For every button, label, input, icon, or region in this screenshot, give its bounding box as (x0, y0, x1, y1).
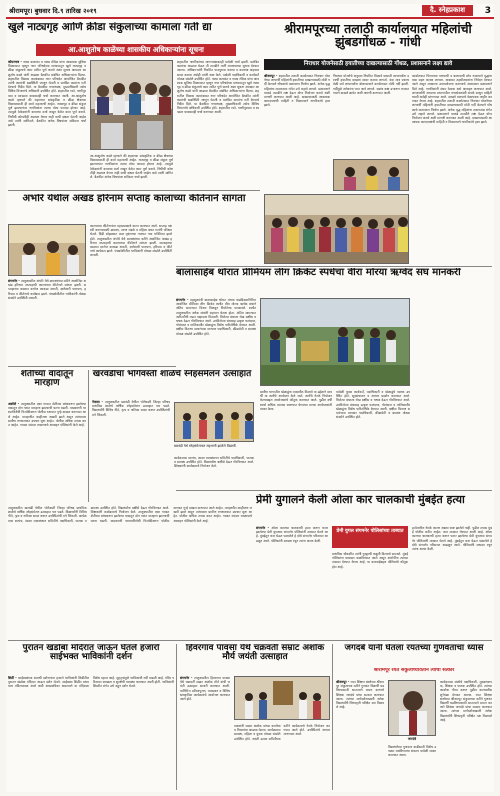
story5-headline: शेतीच्या वादातून मारहाण (20, 370, 74, 389)
story7-col-2 (332, 552, 408, 636)
divider-story2 (176, 266, 492, 267)
story2-body2: निराधार योजनेचे अनुदान नियमित मिळावे यासाठी लाभार्थ्यांना दरवर्षी हयातीचा दाखला सादर करावा लागतो. यंदा मात्र एकाच वेळी सर्व लाभार्थ्यांना बोलावल्याने कार्यालयात मोठी गर्दी झाली. गर्दीमुळे अनेकांना परत जावे लागले. स्वतंत्र कक्ष उभारून टप्प्याटप्प्याने दाखले द्यावेत अशी मागणी करण्यात आली. (333, 74, 409, 95)
story3-body1: तालुक्यातील अंभोरे येथे ग्रामस्थांच्या वतीने आयोजित अखंड हरिनाम सप्ताहाची काल्याच्या कीर्तनाने सांगता झाली. सप्ताहाच्या काळात दररोज काकडा आरती, ज्ञानेश्वरी पारायण, हरिपाठ व कीर्तनाचे कार्यक्रम झाले. पंचक्रोशीतील भाविकांनी मोठ्या संख्येने उपस्थिती लावली. (8, 279, 86, 300)
story7-col-1 (256, 526, 328, 636)
story3-headline: अंभोरे येथील अखंड हरिनाम सप्ताह कालाच्या कीर्तनाने सांगता (22, 194, 246, 204)
divider-story3 (8, 366, 176, 367)
masthead-title: दै. स्नेहप्रकाश (422, 5, 473, 16)
story6-body1c: तालुक्यातील खरवंडी येथील भोगेवस्ती जिल्हा परिषद प्राथमिक शाळेचे वार्षिक स्नेहसंमेलन उत्साहात पार पडले. विद्यार्थ्यांनी विविध गीते, नृत्य व नाटिका सादर करून उपस्थितांची मने जिंकली. (8, 506, 87, 519)
story10-body2: कार्यक्रमास संस्थेचे पदाधिकारी, मुख्याध्यापक, शिक्षक व पालक उपस्थित होते. त्यांच्या कार्याचा गौरव करून पुढील वाटचालीस शुभेच्छा देण्यात आल्या. (440, 680, 492, 697)
story9-col-2 (234, 724, 330, 790)
story5-dateline: अकोले - (8, 402, 21, 406)
story4-headline: बालासाहेब थोरात प्रीमियम लीग क्रिकेट स्पर्धेचा वीरा मोरया ऋग्वेद संघ मानकरी (176, 268, 461, 278)
story10-col-3 (440, 680, 492, 790)
story10-dateline: श्रीरामपूर - (336, 680, 351, 684)
story4-body3: ग्रामीण भागातील खेळाडूंना व्यासपीठ मिळावे या उद्देशाने दरवर्षी या स्पर्धेचे आयोजन केले जाते. स्पर्धेचे नेटके नियोजन केल्याबद्दल आयोजकांचे कौतुक करण्यात आले. पुढील वर्षी स्पर्धा अधिक व्यापक स्वरूपात घेण्याचा मानस आयोजकांनी व्यक्त केला. (260, 390, 332, 411)
page-number: 3 (484, 5, 491, 16)
story6-body1: तालुक्यातील खरवंडी येथील भोगेवस्ती जिल्हा परिषद प्राथमिक शाळेचे वार्षिक स्नेहसंमेलन उत्साहात पार पडले. विद्यार्थ्यांनी विविध गीते, नृत्य व नाटिका सादर करून उपस्थितांची मने जिंकली. (92, 400, 170, 417)
story3-body2: काल्याच्या कीर्तनानंतर महाप्रसादाचे वाटप करण्यात आले. सप्ताह यशस्वी करण्यासाठी ग्रामस्थ, तरुण मंडळे व महिला बचत गटांनी परिश्रम घेतले. दिंडी सोहळ्यात टाळ मृदंगाच्या गजरात गाव भक्तिमय झाले होते. (90, 224, 172, 241)
story2-banner: निराधार योजनेसाठी हयातीच्या दाखल्यासाठी गोंधळ, प्रशासनाने लक्ष्य द्यावे (264, 59, 492, 70)
story8-body: साईबाबांच्या समाधी दर्शनानंतर हजारो भाविकांनी शिर्डीतील पुरातन खंडोबा मंदिरात जाऊन दर्शन घेतले. साईबाबा शिर्डीत प्रथम याच मंदिराजवळ आले अशी आख्यायिका असल्याने या मंदिराला विशेष महत्त्व आहे. सुट्ट्यांमुळे भाविकांची गर्दी वाढली आहे. मंदिर परिसरात स्वच्छता व सुरक्षेची व्यवस्था करण्यात आली होती. भाविकांनी शिस्तीत रांगेत उभे राहून दर्शन घेतले. (8, 676, 174, 689)
story2-headline: श्रीरामपूरच्या तलाठी कार्यालयात महिलांची झुंबडगोंधळ - गांधी (284, 22, 472, 50)
story3-col-1 (8, 279, 86, 363)
story6-col-3 (8, 506, 252, 636)
story1-col-2 (90, 154, 173, 188)
story10-col-2 (388, 745, 436, 790)
story1-col-1 (8, 60, 86, 188)
story1-banner: आ.आशुतोष काळेंच्या शासकीय अधिकाऱ्यांना सूचना (36, 44, 236, 56)
story3-photo (8, 224, 86, 276)
story4-col-2 (260, 390, 332, 488)
story7-body1: ओला कारच्या चालकाची हत्या करून फरार झालेल्या प्रेमी युगलास संगमनेर पोलिसांनी ताब्यात घेतले आहे. मुंबईतून कार घेऊन पळालेले हे दोघे संगमनेर परिसरात आढळून आले. पोलिसांनी सापळा रचून त्यांना अटक केली. (256, 526, 328, 543)
story1-headline: खुले नाट्यगृह आणि क्रीडा संकुलाच्या कामाला गती द्या (8, 22, 212, 33)
story7-body2: प्राथमिक चौकशीत त्यांनी गुन्ह्याची कबुली दिल्याचे समजते. मुंबई पोलिसांना याबाबत कळविण्यात आले असून आरोपींना त्यांच्या ताब्यात देण्यात येणार आहे. या कारवाईबद्दल पोलिसांचे कौतुक होत आहे. (332, 552, 408, 569)
story7-col-3 (412, 526, 492, 636)
story10-headline: जगदंबे यांनी घेतला रयतच्या गुणवंतांचा ध्यास (344, 644, 484, 653)
story9-headline: हिवरगाव पावसा येथे चक्रवर्ती सम्राट अशोक मौर्य जयंती उत्साहात (185, 644, 325, 663)
masthead (6, 4, 494, 19)
story5-body: तालुक्यातील एका गावात शेतीच्या बांधावरून झालेल्या वादातून दोन गटांत मारहाण झाल्याची घटना घडली. याप्रकरणी परस्परविरोधी फिर्यादीवरून पोलीस ठाण्यात गुन्हे दाखल करण्यात आले आहेत. मारहाणीत काहीजण जखमी झाले असून त्यांच्यावर ग्रामीण रुग्णालयात उपचार सुरू आहेत. पोलीस अधिक तपास करत आहेत. गावात शांतता राखण्याचे आवाहन पोलिसांनी केले आहे. (8, 402, 86, 428)
story2-body1b: शहरातील तलाठी कार्यालयात निराधार योजनेच्या लाभार्थी महिलांनी हयातीच्या दाखल्यासाठी मोठी गर्दी केल्याने गोंधळाचे वातावरण निर्माण झाले. अनेक वृद्ध महिलांना तासनतास रांगेत उभे राहावे लागले. प्रशासनाने याकडे तातडीने लक्ष देऊन योग्य नियोजन करावे अशी मागणी करण्यात आली आहे. दाखल्यासाठी आवश्यक कागदपत्रांची माहिती न मिळाल्याने नागरिकांचे हाल झाले. (412, 99, 492, 125)
masthead-date: श्रीरामपूर। बुधवार दि.९ तारिख २०१९ (9, 7, 97, 15)
story7-subbox: प्रेमी युगल संगमनेर पोलिसांच्या ताब्यात (332, 526, 408, 548)
newspaper-page (6, 4, 494, 792)
story6-body2: कार्यक्रमास सरपंच, शाळा व्यवस्थापन समितीचे पदाधिकारी, पालक व ग्रामस्थ उपस्थित होते. विद्यार्थ्यांना बक्षीसे देऊन गौरविण्यात आले. शिक्षकांनी कार्यक्रमाचे नियोजन केले. (174, 456, 254, 469)
story4-col-3 (336, 390, 410, 488)
story7-dateline: संगमनेर - (256, 526, 272, 530)
story2-dateline: श्रीरामपूर - (264, 74, 279, 78)
story10-col-1 (336, 680, 384, 790)
story6-headline: खरवंडीचा भोगेवस्ती शाळेचे स्नेहसंमेलन उत्साहात (92, 370, 252, 379)
story2-col-1 (264, 74, 330, 192)
divider-story7 (8, 640, 492, 641)
story2-body1: शहरातील तलाठी कार्यालयात निराधार योजनेच्या लाभार्थी महिलांनी हयातीच्या दाखल्यासाठी मोठी गर्दी केल्याने गोंधळाचे वातावरण निर्माण झाले. अनेक वृद्ध महिलांना तासनतास रांगेत उभे राहावे लागले. प्रशासनाने याकडे तातडीने लक्ष देऊन योग्य नियोजन करावे अशी मागणी करण्यात आली आहे. दाखल्यासाठी आवश्यक कागदपत्रांची माहिती न मिळाल्याने नागरिकांचे हाल झाले. (264, 74, 330, 108)
divider-story8 (176, 644, 177, 790)
story2-body3: कार्यालयात पिण्याच्या पाण्याची व बसण्याची सोय नसल्याने वृद्धांना त्रास सहन करावा लागला. याबाबत तहसीलदारांना निवेदन देण्यात आले असून लवकरच उपाययोजना करण्याचे आश्वासन प्रशासनाने दिले आहे. नागरिकांनी संयम ठेवावा असे आवाहन करण्यात आले. (412, 74, 492, 91)
story7-body1b: ओला कारच्या चालकाची हत्या करून फरार झालेल्या प्रेमी युगलास संगमनेर पोलिसांनी ताब्यात घेतले आहे. मुंबईतून कार घेऊन पळालेले हे दोघे संगमनेर परिसरात आढळून आले. पोलिसांनी सापळा रचून त्यांना अटक केली. (412, 530, 492, 552)
story6-dateline: नेवासा - (92, 400, 105, 404)
story6-col-1 (92, 400, 170, 502)
story10-body1: रयत शिक्षण संस्थेच्या श्रीरामपूर संकुलाच्या वतीने गुणवंत विद्यार्थी घडविण्यासाठी सातत्याने प्रयत्न करणारे शिक्षक जगदंबे यांचा सत्कार करण्यात आला. त्यांच्या मार्गदर्शनाखाली अनेक विद्यार्थ्यांनी शिष्यवृत्ती परीक्षेत यश मिळवले आहे. (336, 680, 384, 710)
story1-body3: शहरातील नागरिकांच्या मागण्यांबाबतही यावेळी चर्चा झाली. प्रलंबित कामांचा आढावा घेऊन ती तातडीने मार्गी लावण्याच्या सूचना देण्यात आल्या. अधिकाऱ्यांनी नियमित पाठपुरावा करावा व कामाचा अहवाल सादर करावा असेही त्यांनी स्पष्ट केले. यावेळी पदाधिकारी व कार्यकर्ते मोठ्या संख्येने उपस्थित होते. (177, 60, 259, 81)
story10-photo (388, 680, 436, 736)
story1-body2: आ.आशुतोष काळे म्हणाले की शहराच्या सांस्कृतिक व क्रीडा क्षेत्राच्या विकासासाठी ही कामे महत्त्वाची आहेत. नाट्यगृह व क्रीडा संकुल पूर्ण झाल्यानंतर नागरिकांना त्याचा मोठा फायदा होणार आहे. त्यामुळे ठेकेदारांनी कामाचा दर्जा राखून वेळेत काम पूर्ण करावे. निधीची कोणतीही अडचण येणार नाही याची दक्षता घेतली जाईल असे त्यांनी सांगितले. बैठकीत अनेक विषयांवर सविस्तर चर्चा झाली. (8, 93, 86, 128)
story3-body1b: तालुक्यातील अंभोरे येथे ग्रामस्थांच्या वतीने आयोजित अखंड हरिनाम सप्ताहाची काल्याच्या कीर्तनाने सांगता झाली. सप्ताहाच्या काळात दररोज काकडा आरती, ज्ञानेश्वरी पारायण, हरिपाठ व कीर्तनाचे कार्यक्रम झाले. पंचक्रोशीतील भाविकांनी मोठ्या संख्येने उपस्थिती लावली. (90, 236, 172, 258)
story4-dateline: संगमनेर - (176, 298, 191, 302)
story8-col (8, 676, 174, 790)
story5-col (8, 402, 86, 502)
story10-caption: जगदंबे (407, 737, 417, 741)
story2-photo-small (333, 159, 409, 191)
story6-caption: खरवंडी येथे स्नेहसंमेलनात सहभागी झालेले विद्यार्थी. (174, 444, 237, 448)
story4-body2b: विजेत्या संघाला रोख बक्षीस व चषक देऊन गौरविण्यात आले. उपविजेत्या संघासह उत्कृष्ट फलंदाज, गोलंदाज व मालिकावीर खेळाडूंना विशेष पारितोषिके देण्यात आली. बक्षीस वितरण समारंभास मान्यवर पदाधिकारी, क्रीडाप्रेमी व ग्रामस्थ मोठ्या संख्येने उपस्थित होते. (336, 398, 410, 420)
story1-body2b: आ.आशुतोष काळे म्हणाले की शहराच्या सांस्कृतिक व क्रीडा क्षेत्राच्या विकासासाठी ही कामे महत्त्वाची आहेत. नाट्यगृह व क्रीडा संकुल पूर्ण झाल्यानंतर नागरिकांना त्याचा मोठा फायदा होणार आहे. त्यामुळे ठेकेदारांनी कामाचा दर्जा राखून वेळेत काम पूर्ण करावे. निधीची कोणतीही अडचण येणार नाही याची दक्षता घेतली जाईल असे त्यांनी सांगितले. बैठकीत अनेक विषयांवर सविस्तर चर्चा झाली. (90, 154, 173, 180)
divider-story9 (332, 644, 333, 790)
story3-col-2 (90, 224, 172, 363)
story2-col-2 (333, 74, 409, 156)
story2-photo (264, 194, 409, 264)
story6-body2c: कार्यक्रमास सरपंच, शाळा व्यवस्थापन समितीचे पदाधिकारी, पालक व ग्रामस्थ उपस्थित होते. विद्यार्थ्यांना बक्षीसे देऊन गौरविण्यात आले. शिक्षकांनी कार्यक्रमाचे नियोजन केले. (8, 506, 170, 523)
story6-photo (174, 402, 254, 442)
story1-dateline: कोपरगाव - (8, 60, 24, 64)
story1-photo (90, 60, 173, 150)
divider-story1 (8, 190, 260, 191)
story4-body1: महसूलमंत्री बाळासाहेब थोरात यांच्या वाढदिवसानिमित्त आयोजित प्रीमियम लीग क्रिकेट स्पर्धेत वीरा मोरया ऋग्वेद संघाने अंतिम सामन्यात विजय मिळवून विजेतेपद पटकावले. स्पर्धेत तालुक्यातील अनेक संघांनी सहभाग घेतला होता. अंतिम सामन्यात अटीतटीची लढत पाहायला मिळाली. (176, 298, 256, 319)
story7-body3: हत्येमागील नेमके कारण अद्याप स्पष्ट झालेले नाही. पुढील तपास मुंबई पोलीस करीत आहेत. कार ताब्यात घेण्यात आली आहे. (412, 526, 492, 535)
story2-body4: लाभार्थ्यांनी आपल्या प्रभागातील नगरसेवकांशी संपर्क साधून माहिती घ्यावी असेही सांगण्यात आले. दाखले वाटपाचे वेळापत्रक जाहीर करण्यात येणार आहे. (412, 90, 492, 104)
story9-body1: तालुक्यातील हिवरगाव पावसा येथे चक्रवर्ती सम्राट अशोक मौर्य यांची जयंती उत्साहात साजरी करण्यात आली. यानिमित्त प्रतिमापूजन, व्याख्यान व विविध सांस्कृतिक कार्यक्रमांचे आयोजन करण्यात आले होते. (180, 676, 230, 702)
story5-bodyc: तालुक्यातील एका गावात शेतीच्या बांधावरून झालेल्या वादातून दोन गटांत मारहाण झाल्याची घटना घडली. याप्रकरणी परस्परविरोधी फिर्यादीवरून पोलीस ठाण्यात गुन्हे दाखल करण्यात आले आहेत. मारहाणीत काहीजण जखमी झाले असून त्यांच्यावर ग्रामीण रुग्णालयात उपचार सुरू आहेत. पोलीस अधिक तपास करत आहेत. गावात शांतता राखण्याचे आवाहन पोलिसांनी केले आहे. (90, 506, 252, 523)
story4-photo (260, 298, 410, 386)
story8-headline: पुरातन खंडोबा मंदिरात जाऊन घेतले हजारो साईभक्त भाविकांनी दर्शन (22, 644, 160, 663)
story8-dateline: शिर्डी - (8, 676, 19, 680)
story1-body1: नाट्य कलावंत व नाट्य रसिक यांना आवश्यक सुविधा मिळाव्यात म्हणून नगर परिषदेच्या माध्यमातून खुले नाट्यगृह व क्रीडा संकुलाचे काम त्वरित पूर्ण करावे अशा सूचना आमदार आशुतोष काळे यांनी आढावा बैठकीत संबंधित अधिकाऱ्यांना दिल्या. शहरातील विकास कामांबाबत नगर परिषदेत आयोजित बैठकीत त्यांनी कामांची सद्यस्थिती जाणून घेतली व प्रलंबित कामांना गती देण्याचे निर्देश दिले. या बैठकीस नगराध्यक्ष, मुख्याधिकारी तसेच विविध विभागांचे अधिकारी उपस्थित होते. शहरातील रस्ते, पाणीपुरवठा व स्वच्छता याबाबतही चर्चा करण्यात आली. (8, 60, 86, 98)
story7-headline: प्रेमी युगालने केली ओला कार चालकाची मुंबईत हत्या (256, 494, 465, 506)
story10-subhead: श्रीरामपूर रयत संकुलाच्यावतीने त्यांचा सत्कार (373, 668, 455, 673)
story10-body1b: रयत शिक्षण संस्थेच्या श्रीरामपूर संकुलाच्या वतीने गुणवंत विद्यार्थी घडविण्यासाठी सातत्याने प्रयत्न करणारे शिक्षक जगदंबे यांचा सत्कार करण्यात आला. त्यांच्या मार्गदर्शनाखाली अनेक विद्यार्थ्यांनी शिष्यवृत्ती परीक्षेत यश मिळवले आहे. (440, 692, 492, 722)
story1-body1b: नाट्य कलावंत व नाट्य रसिक यांना आवश्यक सुविधा मिळाव्यात म्हणून नगर परिषदेच्या माध्यमातून खुले नाट्यगृह व क्रीडा संकुलाचे काम त्वरित पूर्ण करावे अशा सूचना आमदार आशुतोष काळे यांनी आढावा बैठकीत संबंधित अधिकाऱ्यांना दिल्या. शहरातील विकास कामांबाबत नगर परिषदेत आयोजित बैठकीत त्यांनी कामांची सद्यस्थिती जाणून घेतली व प्रलंबित कामांना गती देण्याचे निर्देश दिले. या बैठकीस नगराध्यक्ष, मुख्याधिकारी तसेच विविध विभागांचे अधिकारी उपस्थित होते. शहरातील रस्ते, पाणीपुरवठा व स्वच्छता याबाबतही चर्चा करण्यात आली. (177, 76, 259, 115)
divider-story5 (88, 370, 89, 502)
story1-col-3 (177, 60, 259, 188)
story4-body2: विजेत्या संघाला रोख बक्षीस व चषक देऊन गौरविण्यात आले. उपविजेत्या संघासह उत्कृष्ट फलंदाज, गोलंदाज व मालिकावीर खेळाडूंना विशेष पारितोषिके देण्यात आली. बक्षीस वितरण समारंभास मान्यवर पदाधिकारी, क्रीडाप्रेमी व ग्रामस्थ मोठ्या संख्येने उपस्थित होते. (176, 314, 256, 336)
story9-photo (234, 676, 330, 720)
story6-col-2 (174, 456, 254, 502)
story9-col-1 (180, 676, 230, 790)
story9-body2: वक्त्यांनी सम्राट अशोक यांच्या कार्याचा व विचारांचा आढावा घेतला. कार्यक्रमास ग्रामस्थ, महिला व युवक मोठ्या संख्येने उपस्थित होते. (234, 724, 281, 741)
story2-col-3 (412, 74, 492, 264)
story9-body3: जयंती उत्सव समितीच्या वतीने कार्यक्रमाचे नेटके नियोजन करण्यात आले होते. उपस्थितांचे आभार मानण्यात आले. (252, 724, 330, 741)
story4-body4: यावेळी युवक कार्यकर्ते, पदाधिकारी व खेळाडूंचे पालक उपस्थित होते. सूत्रसंचालन व आभार प्रदर्शन करण्यात आले. (336, 390, 410, 399)
story3-dateline: संगमनेर - (8, 279, 21, 283)
story9-dateline: संगमनेर - (180, 676, 195, 680)
story10-body3: विद्यार्थ्यांच्या गुणवत्ता वाढीसाठी विशेष उपक्रम राबविण्याचा संकल्प यावेळी व्यक्त करण्यात आला. (388, 745, 436, 758)
